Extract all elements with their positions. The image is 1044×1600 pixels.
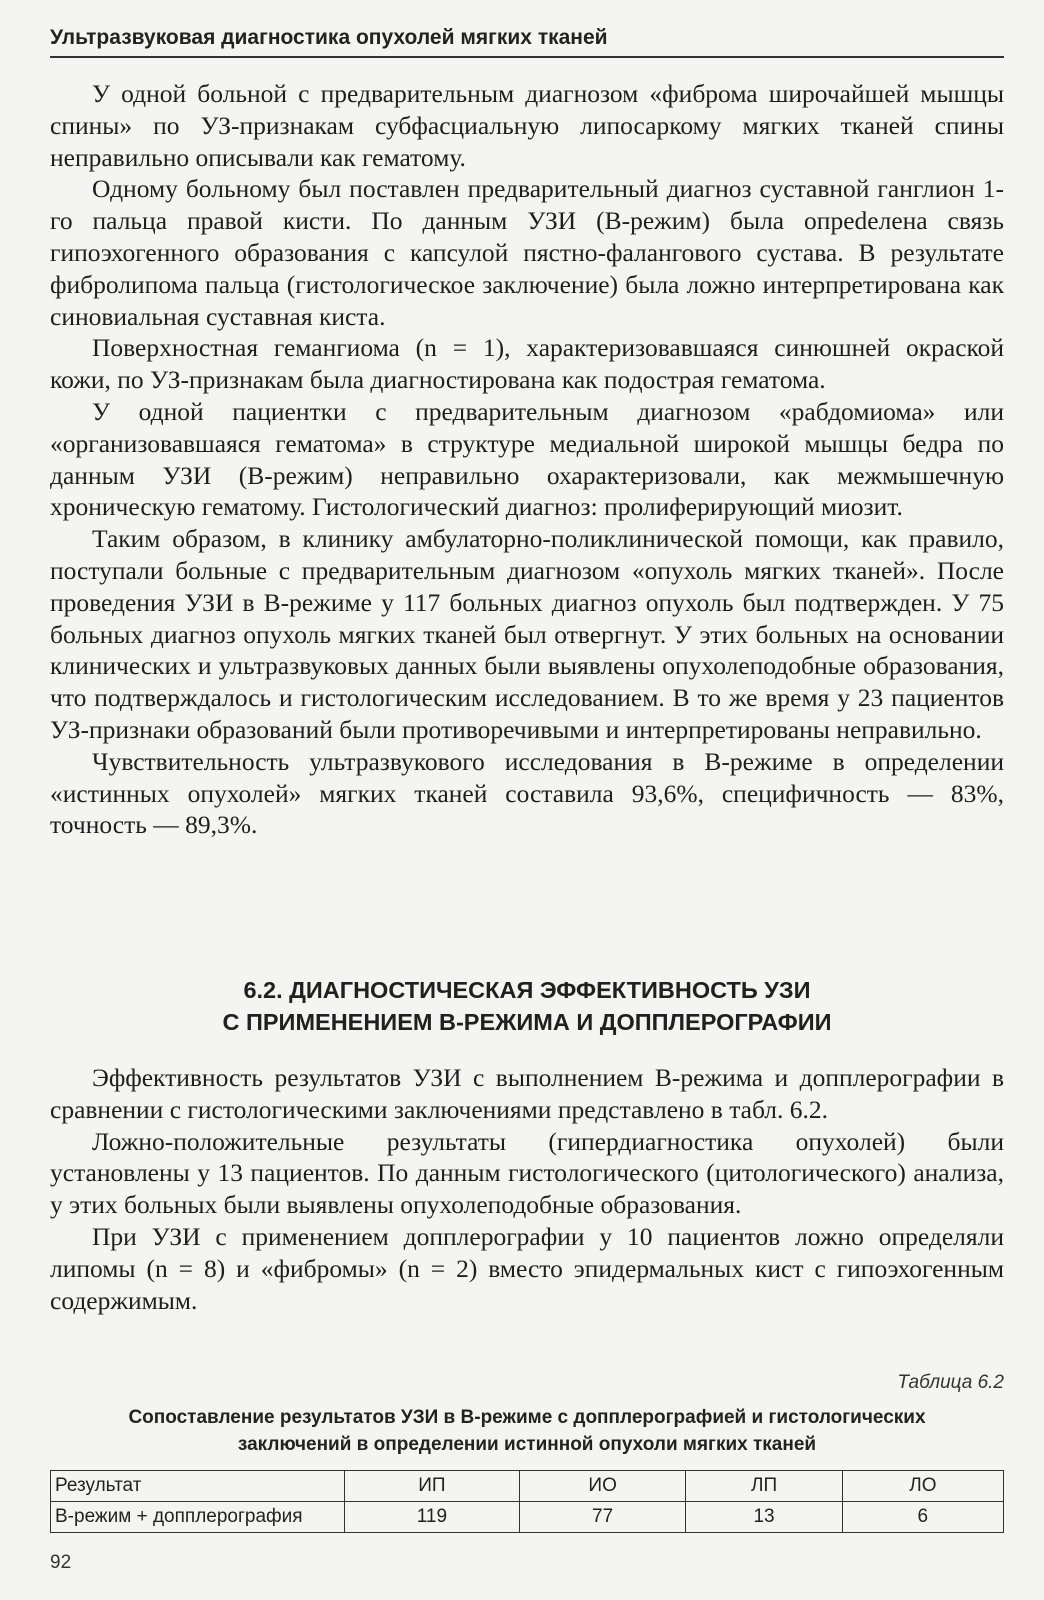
table-title-line-2: заключений в определении истинной опухоли мягких тканей [237, 1434, 817, 1455]
table-header-cell: Результат [51, 1471, 345, 1502]
paragraph: Таким образом, в клинику амбулаторно-поликлинической помощи, как правило, поступали больные с предварительным диагнозом «опухоль мягких тканей». После проведения УЗИ в В-режиме у 117 больных диагноз опухоль был подтвержден. У 75 больных диагноз опухоль мягких тканей был отвергнут. У этих больных на основании клинических и ультразвуковых данных были выявлены опухолеподобные образования, что подтверждалось и гистологическим исследованием. В то же время у 23 пациентов УЗ-признаки образований были противоречивыми и интерпретированы неправильно. [50, 524, 1004, 744]
table-cell: 6 [842, 1502, 1003, 1533]
paragraph: У одной пациентки с предварительным диагнозом «рабдомиома» или «организовавшаяся гематома» в структуре медиальной широкой мышцы бедра по данным УЗИ (В-режим) неправильно охарактеризовали, как межмышечную хроническую гематому. Гистологический диагноз: пролиферирующий миозит. [50, 396, 1004, 522]
paragraph: Одному больному был поставлен предварительный диагноз суставной ганглион 1-го пальца правой кисти. По данным УЗИ (В-режим) была опреdелена связь гипоэхогенного образования с капсулой пястно-фалангового сустава. В результате фибролипома пальца (гистологическое заключение) была ложно интерпретирована как синовиальная суставная киста. [50, 174, 1004, 331]
table-title [50, 1404, 1004, 1458]
paragraph: Эффективность результатов УЗИ с выполнением В-режима и допплерографии в сравнении с гистологическими заключениями представлено в табл. 6.2. [50, 1063, 1004, 1124]
table-header-cell: ИП [345, 1471, 520, 1502]
table-row [51, 1502, 1004, 1533]
section-title-line-2: С ПРИМЕНЕНИЕМ В-РЕЖИМА И ДОППЛЕРОГРАФИИ [222, 1009, 832, 1035]
table-cell: 13 [686, 1502, 842, 1533]
section-title-line-1: 6.2. ДИАГНОСТИЧЕСКАЯ ЭФФЕКТИВНОСТЬ УЗИ [243, 977, 811, 1003]
table-cell: 119 [345, 1502, 520, 1533]
running-head: Ультразвуковая диагностика опухолей мягких тканей [50, 26, 1004, 58]
paragraph: У одной больной с предварительным диагнозом «фиброма широчайшей мышцы спины» по УЗ-признакам субфасциальную липосаркому мягких тканей спины неправильно описывали как гематому. [50, 79, 1004, 172]
paragraph: Поверхностная гемангиома (n = 1), характеризовавшаяся синюшней окраской кожи, по УЗ-признакам была диагностирована как подострая гематома. [50, 333, 1004, 395]
table-cell: 77 [519, 1502, 686, 1533]
table-cell: В-режим + допплерография [51, 1502, 345, 1533]
table-header-cell: ЛО [842, 1471, 1003, 1502]
results-table [50, 1470, 1004, 1533]
page-number: 92 [50, 1552, 72, 1573]
table-header-cell: ЛП [686, 1471, 842, 1502]
body-text-top [50, 78, 1004, 841]
body-text-bottom [50, 1062, 1004, 1316]
section-title [50, 974, 1004, 1038]
paragraph: Чувствительность ультразвукового исследования в В-режиме в определении «истинных опухолей» мягких тканей составила 93,6%, специфичность — 83%, точность — 89,3%. [50, 746, 1004, 840]
paragraph: При УЗИ с применением допплерографии у 10 пациентов ложно определяли липомы (n = 8) и «фибромы» (n = 2) вместо эпидермальных кист с гипоэхогенным содержимым. [50, 1221, 1004, 1315]
table-header-row [51, 1471, 1004, 1502]
table-header-cell: ИО [519, 1471, 686, 1502]
table-caption: Таблица 6.2 [897, 1372, 1004, 1393]
paragraph: Ложно-положительные результаты (гипердиагностика опухолей) были установлены у 13 пациентов. По данным гистологического (цитологического) анализа, у этих больных были выявлены опухолеподобные образования. [50, 1126, 1004, 1220]
table-title-line-1: Сопоставление результатов УЗИ в В-режиме с допплерографией и гистологических [128, 1407, 926, 1428]
